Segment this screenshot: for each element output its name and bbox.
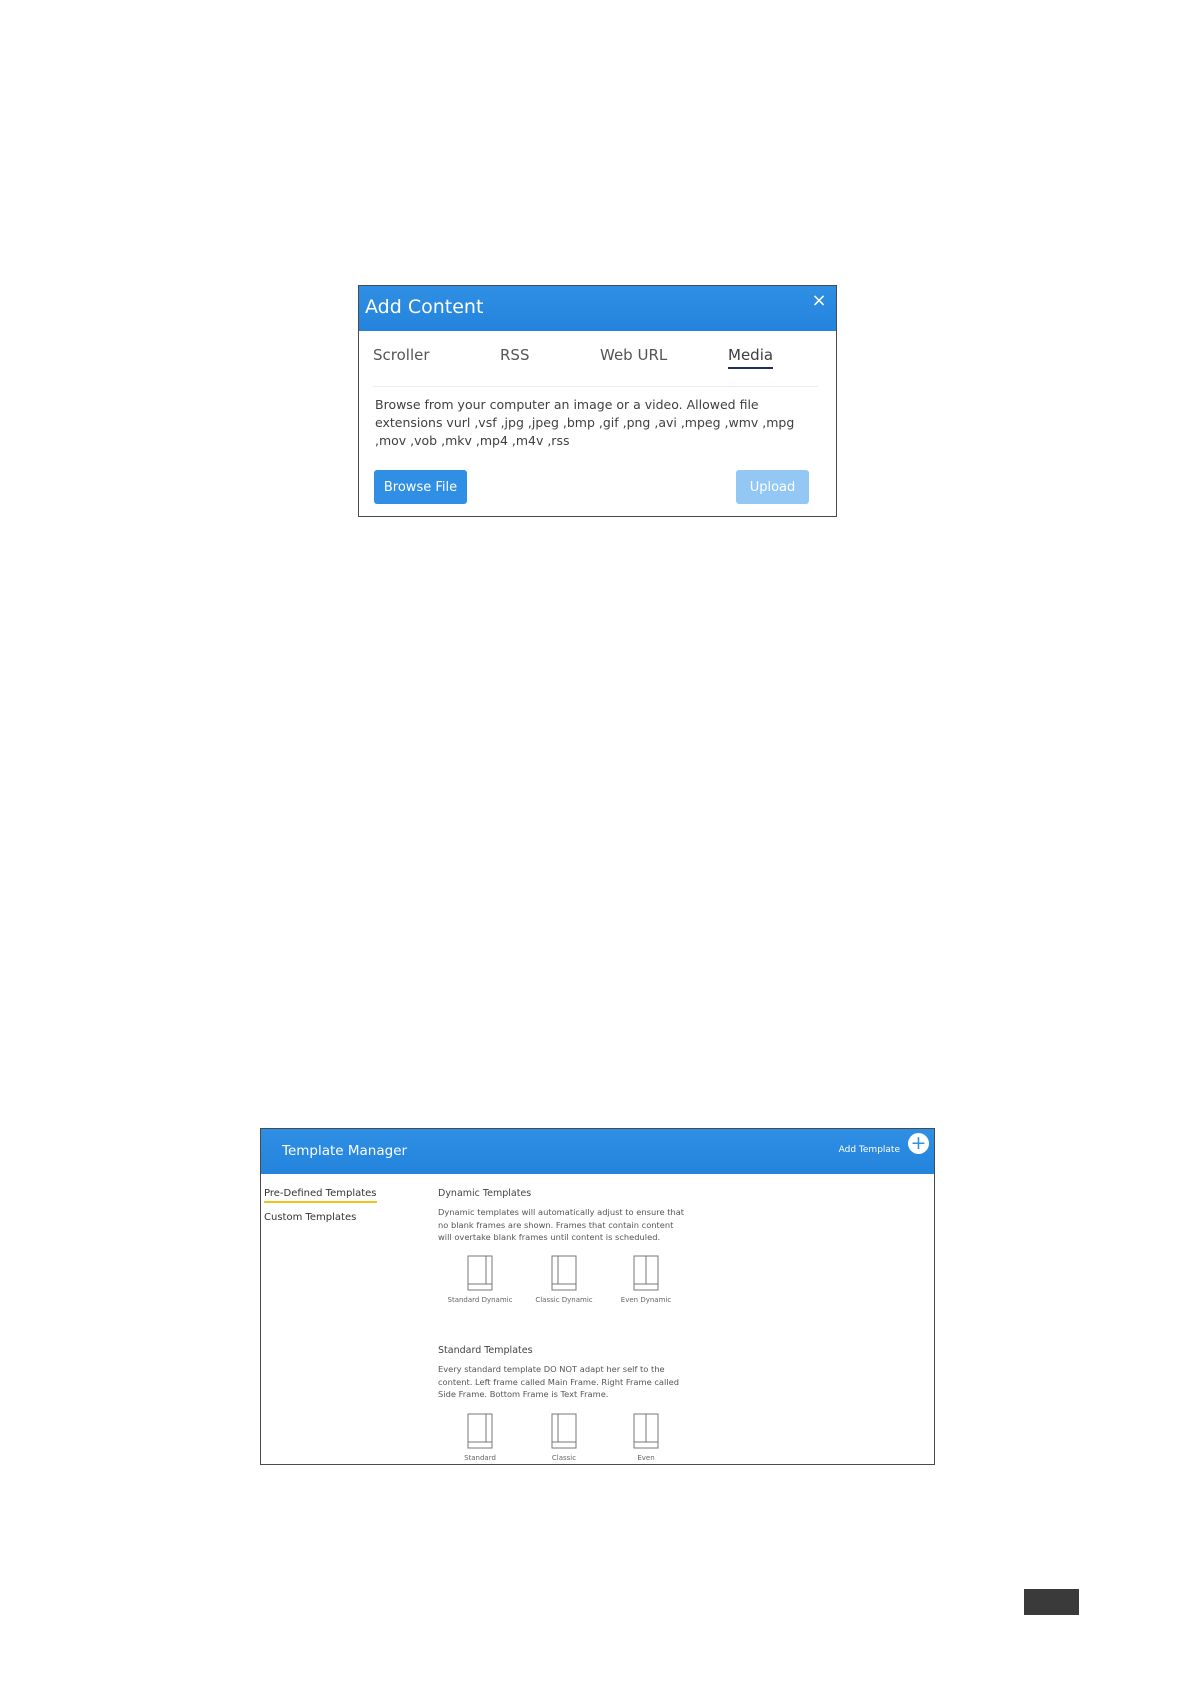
- even-layout-icon: [633, 1413, 659, 1449]
- standard-templates-title: Standard Templates: [438, 1345, 533, 1356]
- template-label: Classic: [551, 1454, 577, 1462]
- tab-media[interactable]: Media: [728, 346, 774, 364]
- template-manager-title: Template Manager: [282, 1143, 408, 1159]
- tab-web-url[interactable]: Web URL: [600, 346, 668, 364]
- close-icon[interactable]: ×: [811, 290, 827, 311]
- classic-dynamic-layout-icon: [551, 1255, 577, 1291]
- even-dynamic-layout-icon: [633, 1255, 659, 1291]
- tab-scroller[interactable]: Scroller: [373, 346, 430, 364]
- dialog-header: [359, 286, 836, 331]
- template-standard[interactable]: [445, 1413, 515, 1463]
- nav-predefined-templates[interactable]: Pre-Defined Templates: [264, 1188, 377, 1199]
- dynamic-templates-description: Dynamic templates will automatically adjust to ensure that no blank frames are shown. Frames that contain content will overtake blank frames until content is scheduled.: [438, 1207, 685, 1242]
- template-even-dynamic[interactable]: [611, 1255, 681, 1305]
- template-classic-dynamic[interactable]: [529, 1255, 599, 1305]
- media-description: Browse from your computer an image or a video. Allowed file extensions vurl ,vsf ,jpg ,jpeg ,bmp ,gif ,png ,avi ,mpeg ,wmv ,mpg ,mov ,vob ,mkv ,mp4 ,m4v ,rss: [375, 397, 795, 448]
- standard-dynamic-layout-icon: [467, 1255, 493, 1291]
- tab-rss[interactable]: RSS: [500, 346, 530, 364]
- classic-layout-icon: [551, 1413, 577, 1449]
- standard-layout-icon: [467, 1413, 493, 1449]
- add-template-label[interactable]: Add Template: [838, 1145, 900, 1155]
- add-content-dialog: [358, 285, 837, 517]
- dialog-title: Add Content: [365, 296, 484, 318]
- template-standard-dynamic[interactable]: [445, 1255, 515, 1305]
- template-label: Standard: [464, 1454, 496, 1462]
- template-label: Classic Dynamic: [535, 1296, 593, 1304]
- template-label: Standard Dynamic: [447, 1296, 513, 1304]
- template-even[interactable]: [611, 1413, 681, 1463]
- content-type-tabs: [373, 346, 818, 387]
- standard-templates-description: Every standard template DO NOT adapt her self to the content. Left frame called Main Frame. Right Frame called Side Frame. Bottom Frame is Text Frame.: [438, 1364, 679, 1399]
- nav-custom-templates[interactable]: Custom Templates: [264, 1212, 357, 1223]
- template-label: Even: [637, 1454, 655, 1462]
- dynamic-templates-title: Dynamic Templates: [438, 1188, 532, 1199]
- browse-file-button[interactable]: Browse File: [374, 470, 467, 504]
- template-manager-header: [261, 1129, 934, 1174]
- template-classic[interactable]: [529, 1413, 599, 1463]
- template-label: Even Dynamic: [620, 1296, 672, 1304]
- upload-button[interactable]: Upload: [736, 470, 809, 504]
- template-manager-panel: [260, 1128, 935, 1465]
- add-template-plus-icon[interactable]: +: [908, 1133, 929, 1154]
- page-number-marker: [1024, 1589, 1079, 1615]
